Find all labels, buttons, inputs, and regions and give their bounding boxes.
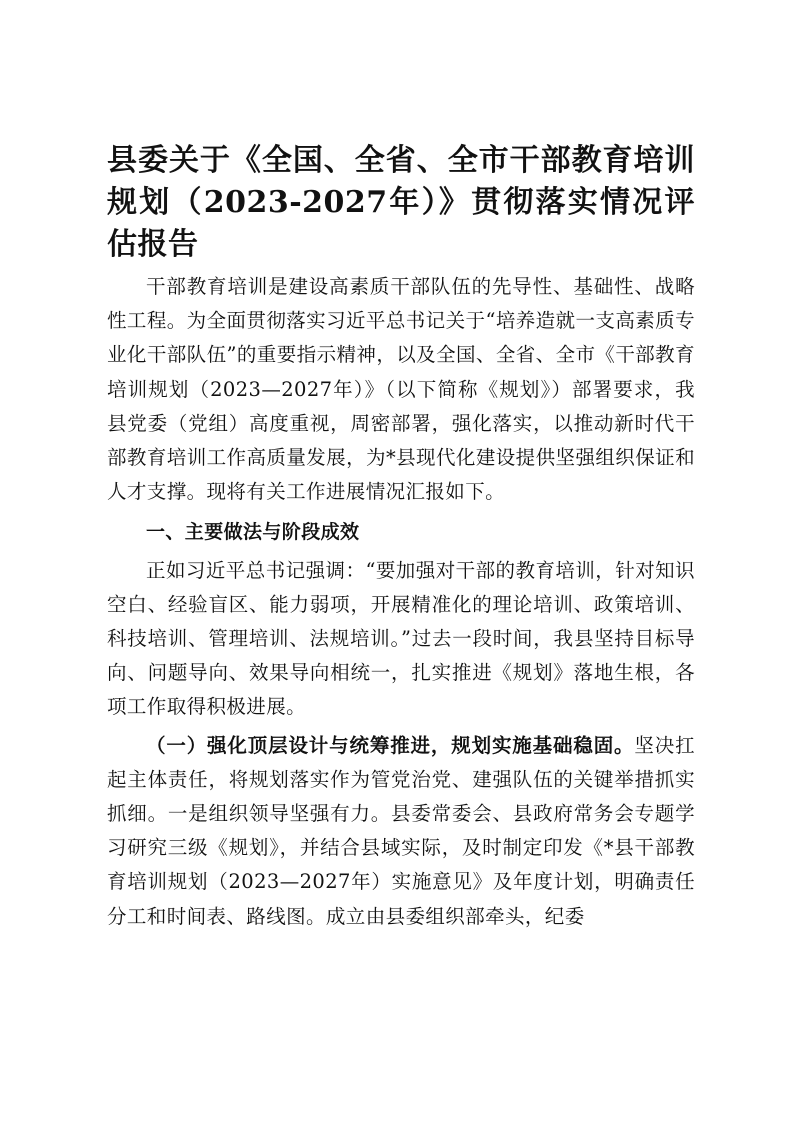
intro-paragraph: 干部教育培训是建设高素质干部队伍的先导性、基础性、战略性工程。为全面贯彻落实习近平总书记关于“培养造就一支高素质专业化干部队伍”的重要指示精神，以及全国、全省、全市《干部教育培训规划（2023—2027年）》（以下简称《规划》）部署要求，我县党委（党组）高度重视，周密部署，强化落实，以推动新时代干部教育培训工作高质量发展，为*县现代化建设提供坚强组织保证和人才支撑。现将有关工作进展情况汇报如下。	[107, 275, 695, 504]
subsection-heading: （一）强化顶层设计与统筹推进，规划实施基础稳固。	[146, 733, 635, 757]
document-title: 县委关于《全国、全省、全市干部教育培训规划（2023-2027年）》贯彻落实情况评估报告	[107, 143, 695, 262]
section-paragraph: 正如习近平总书记强调：“要加强对干部的教育培训，针对知识空白、经验盲区、能力弱项，开展精准化的理论培训、政策培训、科技培训、管理培训、法规培训。”过去一段时间，我县坚持目标导向、问题导向、效果导向相统一，扎实推进《规划》落地生根，各项工作取得积极进展。	[107, 558, 695, 719]
subsection-body: 坚决扛起主体责任，将规划落实作为管党治党、建强队伍的关键举措抓实抓细。一是组织领导坚强有力。县委常委会、县政府常务会专题学习研究三级《规划》，并结合县域实际，及时制定印发《*县干部教育培训规划（2023—2027年）实施意见》及年度计划，明确责任分工和时间表、路线图。成立由县委组织部牵头，纪委	[107, 733, 695, 928]
document-page	[107, 140, 695, 934]
section-heading: 一、主要做法与阶段成效	[146, 521, 360, 544]
subsection-paragraph	[107, 729, 695, 934]
